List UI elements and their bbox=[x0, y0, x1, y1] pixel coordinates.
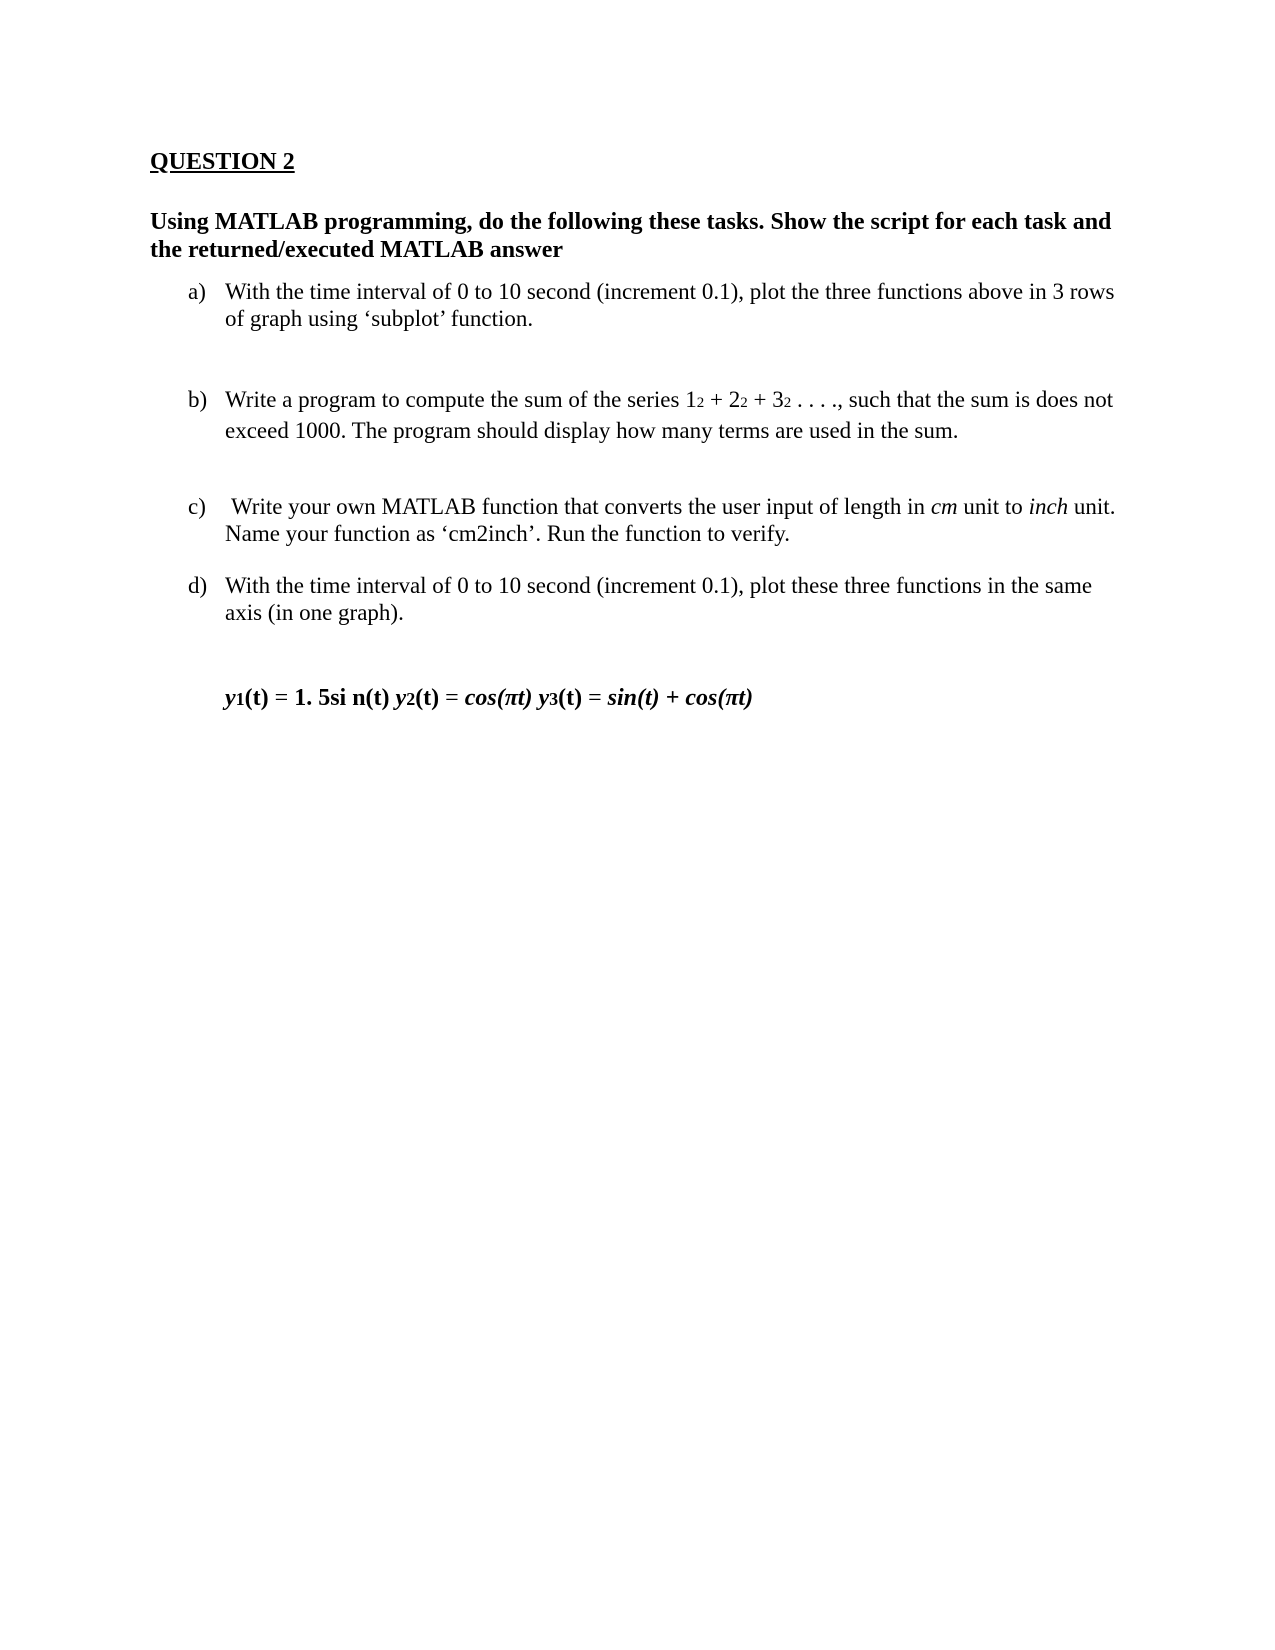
unit-inch: inch bbox=[1028, 494, 1069, 519]
question-instructions: Using MATLAB programming, do the following these tasks. Show the script for each task and the returned/executed MATLAB answer bbox=[150, 209, 1112, 263]
series-plus-1: + bbox=[704, 387, 729, 412]
series-plus-2: + bbox=[747, 387, 773, 412]
task-a-label: a) bbox=[188, 279, 206, 304]
task-d-text: With the time interval of 0 to 10 second (increment 0.1), plot these three functions in the same axis (in one graph). bbox=[225, 573, 1093, 625]
series-ellipsis: . . . ., bbox=[791, 387, 843, 412]
task-a-text: With the time interval of 0 to 10 second (increment 0.1), plot the three functions above in 3 rows of graph using ‘subplot’ function. bbox=[225, 279, 1115, 331]
task-b-text-end: such that the sum is does not exceed 1000. The program should display how many terms are used in the sum. bbox=[225, 387, 1114, 443]
task-d bbox=[188, 572, 1118, 626]
question-heading: QUESTION 2 bbox=[150, 149, 295, 175]
function-equations bbox=[225, 684, 753, 713]
task-c-text: Write your own MATLAB function that converts the user input of length in cm unit to inch unit. Name your function as ‘cm2inch’. Run the function to verify. bbox=[225, 494, 1116, 546]
series-term-2: 22 bbox=[728, 387, 748, 412]
series-term-1: 12 bbox=[685, 387, 705, 412]
task-c bbox=[188, 493, 1118, 547]
unit-cm: cm bbox=[930, 494, 958, 519]
task-b-text bbox=[225, 386, 1118, 444]
task-c-label: c) bbox=[188, 494, 206, 519]
task-d-label: d) bbox=[188, 573, 208, 598]
equation-y3: y3(t) = sin(t) + cos(πt) bbox=[538, 685, 754, 711]
task-b-text-start: Write a program to compute the sum of the series bbox=[225, 387, 686, 412]
task-b bbox=[188, 386, 1118, 444]
task-a bbox=[188, 278, 1118, 332]
equation-y2: y2(t) = cos(πt) bbox=[395, 685, 533, 711]
equation-y1: y1(t) = 1. 5si n(t) bbox=[225, 685, 390, 711]
task-b-label: b) bbox=[188, 387, 208, 412]
series-term-3: 32 bbox=[772, 387, 792, 412]
